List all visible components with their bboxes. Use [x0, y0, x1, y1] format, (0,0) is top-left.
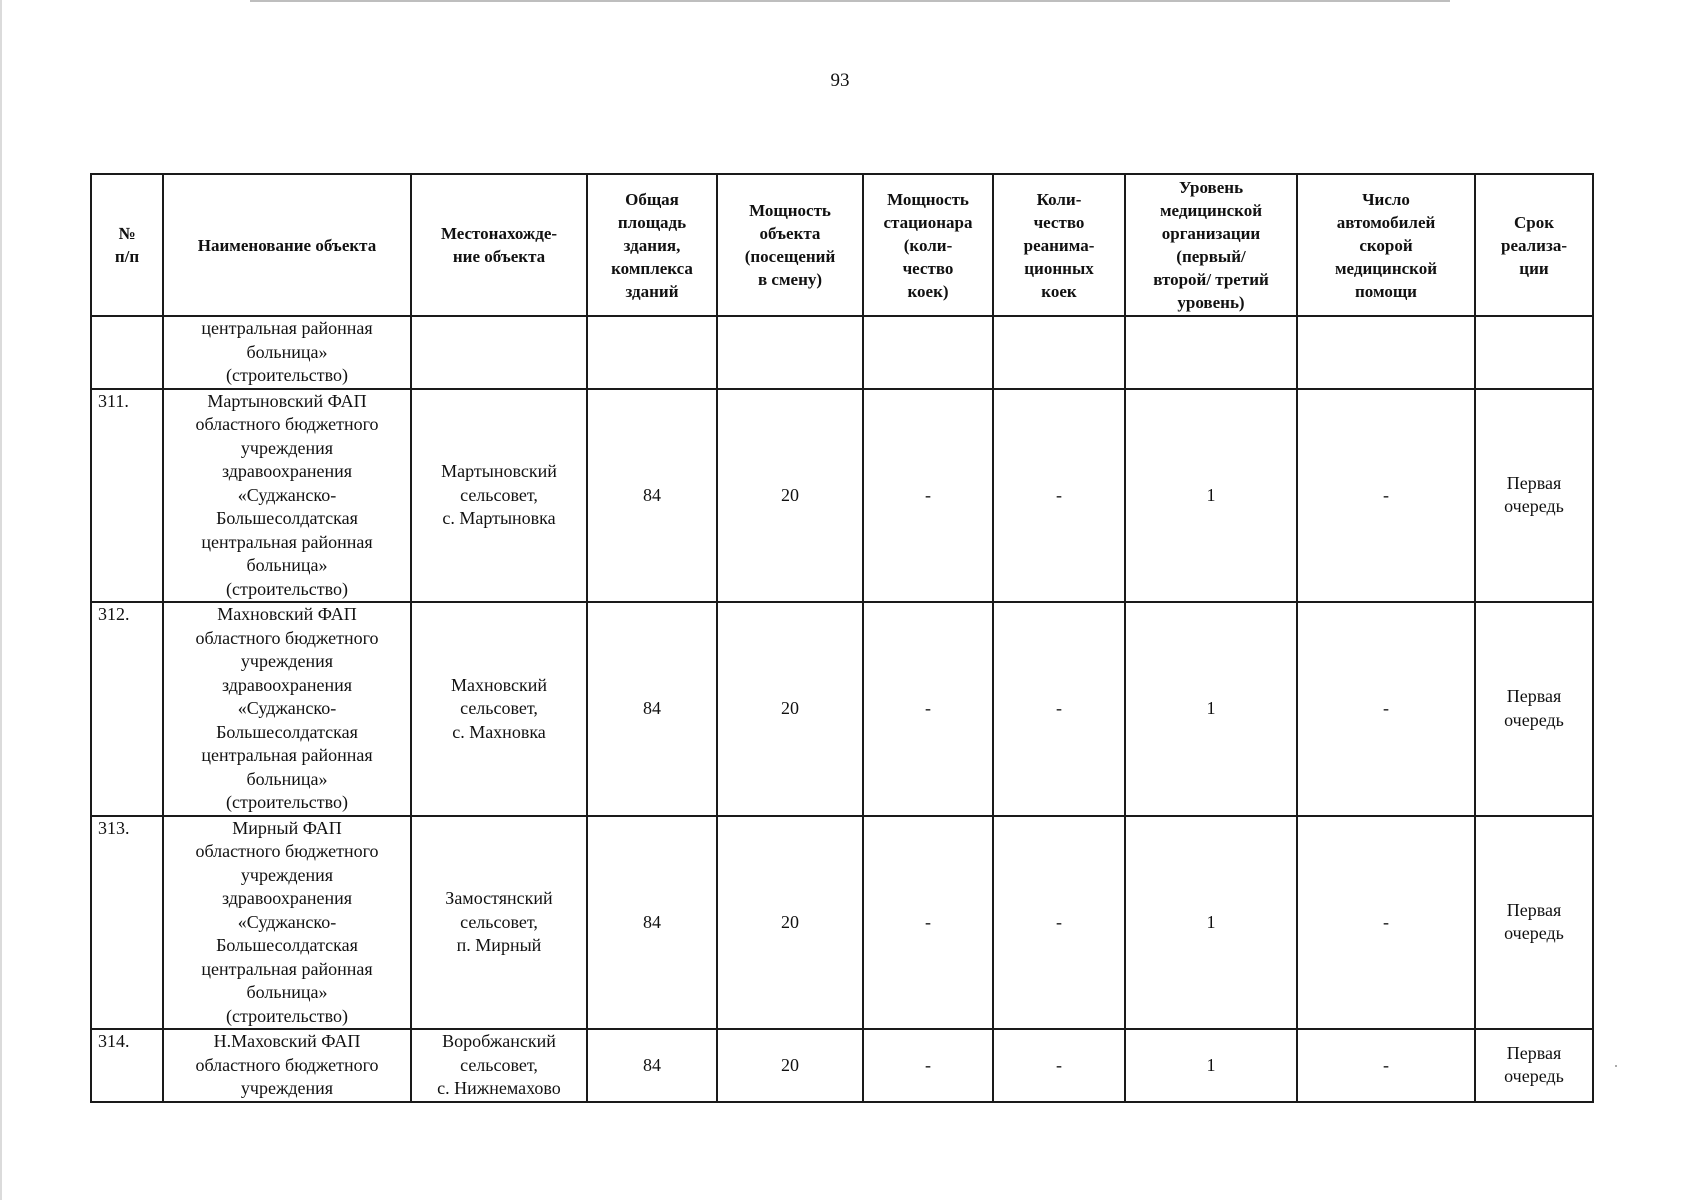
cell-name: Махновский ФАП областного бюджетного учреждения здравоохранения «Суджанско- Большесолдатская центральная районная больница» (строительство)	[163, 602, 411, 816]
cell-term: Первая очередь	[1475, 1029, 1593, 1102]
col-header-ambulances: Число автомобилей скорой медицинской помощи	[1297, 174, 1475, 316]
cell-ambulances	[1297, 316, 1475, 389]
cell-capacity	[717, 316, 863, 389]
cell-level: 1	[1125, 602, 1297, 816]
cell-beds: -	[863, 1029, 993, 1102]
col-header-term: Срок реализа- ции	[1475, 174, 1593, 316]
table-row	[91, 389, 1593, 603]
cell-ambulances: -	[1297, 1029, 1475, 1102]
scan-speck	[1615, 1065, 1617, 1067]
table-row	[91, 602, 1593, 816]
cell-beds: -	[863, 816, 993, 1030]
col-header-icu-beds: Коли- чество реанима- ционных коек	[993, 174, 1125, 316]
cell-level	[1125, 316, 1297, 389]
cell-icu-beds: -	[993, 1029, 1125, 1102]
facilities-table	[90, 173, 1594, 1103]
scan-edge-top	[250, 0, 1450, 2]
cell-location	[411, 316, 587, 389]
col-header-location: Местонахожде- ние объекта	[411, 174, 587, 316]
cell-number: 313.	[91, 816, 163, 1030]
cell-icu-beds: -	[993, 602, 1125, 816]
cell-ambulances: -	[1297, 602, 1475, 816]
cell-icu-beds: -	[993, 389, 1125, 603]
scan-edge-left	[0, 0, 2, 1200]
cell-level: 1	[1125, 389, 1297, 603]
cell-term: Первая очередь	[1475, 816, 1593, 1030]
cell-number: 314.	[91, 1029, 163, 1102]
cell-name: Н.Маховский ФАП областного бюджетного учреждения	[163, 1029, 411, 1102]
cell-area: 84	[587, 602, 717, 816]
cell-number: 311.	[91, 389, 163, 603]
cell-level: 1	[1125, 1029, 1297, 1102]
cell-ambulances: -	[1297, 816, 1475, 1030]
table-row	[91, 816, 1593, 1030]
cell-area: 84	[587, 816, 717, 1030]
cell-capacity: 20	[717, 389, 863, 603]
cell-location: Мартыновский сельсовет, с. Мартыновка	[411, 389, 587, 603]
cell-location: Воробжанский сельсовет, с. Нижнемахово	[411, 1029, 587, 1102]
cell-name: центральная районная больница» (строительство)	[163, 316, 411, 389]
page-number: 93	[830, 70, 850, 91]
cell-beds: -	[863, 389, 993, 603]
col-header-capacity: Мощность объекта (посещений в смену)	[717, 174, 863, 316]
cell-capacity: 20	[717, 602, 863, 816]
cell-name: Мартыновский ФАП областного бюджетного учреждения здравоохранения «Суджанско- Большесолдатская центральная районная больница» (строительство)	[163, 389, 411, 603]
cell-area: 84	[587, 389, 717, 603]
header-row	[91, 174, 1593, 316]
cell-capacity: 20	[717, 1029, 863, 1102]
cell-area	[587, 316, 717, 389]
cell-icu-beds: -	[993, 816, 1125, 1030]
col-header-number: № п/п	[91, 174, 163, 316]
cell-level: 1	[1125, 816, 1297, 1030]
cell-number	[91, 316, 163, 389]
cell-beds	[863, 316, 993, 389]
cell-icu-beds	[993, 316, 1125, 389]
col-header-name: Наименование объекта	[163, 174, 411, 316]
cell-term	[1475, 316, 1593, 389]
cell-capacity: 20	[717, 816, 863, 1030]
cell-term: Первая очередь	[1475, 389, 1593, 603]
table-row-continuation	[91, 316, 1593, 389]
cell-area: 84	[587, 1029, 717, 1102]
cell-name: Мирный ФАП областного бюджетного учреждения здравоохранения «Суджанско- Большесолдатская центральная районная больница» (строительство)	[163, 816, 411, 1030]
cell-ambulances: -	[1297, 389, 1475, 603]
col-header-area: Общая площадь здания, комплекса зданий	[587, 174, 717, 316]
cell-location: Махновский сельсовет, с. Махновка	[411, 602, 587, 816]
col-header-level: Уровень медицинской организации (первый/ второй/ третий уровень)	[1125, 174, 1297, 316]
cell-beds: -	[863, 602, 993, 816]
col-header-beds: Мощность стационара (коли- чество коек)	[863, 174, 993, 316]
table-row	[91, 1029, 1593, 1102]
cell-location: Замостянский сельсовет, п. Мирный	[411, 816, 587, 1030]
cell-term: Первая очередь	[1475, 602, 1593, 816]
cell-number: 312.	[91, 602, 163, 816]
